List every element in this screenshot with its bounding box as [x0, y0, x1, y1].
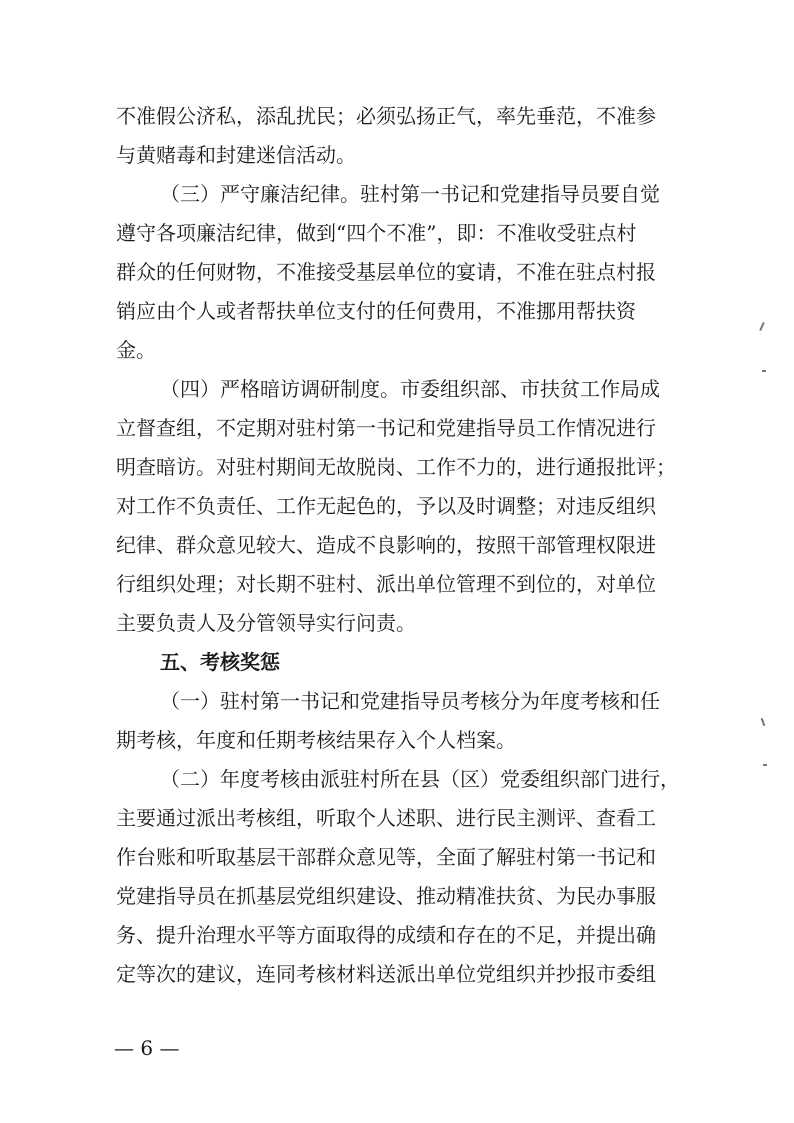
text-line: 主要通过派出考核组，听取个人述职、进行民主测评、查看工 — [116, 806, 656, 830]
text-line: 明查暗访。对驻村期间无故脱岗、工作不力的，进行通报批评； — [116, 455, 676, 479]
text-line: 期考核，年度和任期考核结果存入个人档案。 — [116, 728, 516, 752]
section-heading: 五、考核奖惩 — [160, 650, 280, 674]
scan-mark — [762, 370, 766, 372]
document-body — [116, 97, 696, 994]
scan-mark — [763, 764, 767, 766]
text-line: 务、提升治理水平等方面取得的成绩和存在的不足，并提出确 — [116, 923, 656, 947]
text-line: 主要负责人及分管领导实行问责。 — [116, 611, 416, 635]
text-line: 不准假公济私，添乱扰民；必须弘扬正气，率先垂范，不准参 — [116, 104, 656, 128]
text-line: 与黄赌毒和封建迷信活动。 — [116, 143, 356, 167]
page-number: — 6 — — [114, 1036, 180, 1060]
text-line: 定等次的建议，连同考核材料送派出单位党组织并抄报市委组 — [116, 962, 656, 986]
text-line: 金。 — [116, 338, 156, 362]
text-line: 纪律、群众意见较大、造成不良影响的，按照干部管理权限进 — [116, 533, 656, 557]
text-line: （四）严格暗访调研制度。市委组织部、市扶贫工作局成 — [160, 377, 660, 401]
text-line: 遵守各项廉洁纪律，做到“四个不准”，即：不准收受驻点村 — [116, 221, 637, 245]
text-line: （二）年度考核由派驻村所在县（区）党委组织部门进行， — [160, 767, 680, 791]
text-line: 群众的任何财物，不准接受基层单位的宴请，不准在驻点村报 — [116, 260, 656, 284]
text-line: 立督查组，不定期对驻村第一书记和党建指导员工作情况进行 — [116, 416, 656, 440]
text-line: （一）驻村第一书记和党建指导员考核分为年度考核和任 — [160, 689, 660, 713]
scan-mark — [759, 322, 765, 331]
text-line: 销应由个人或者帮扶单位支付的任何费用，不准挪用帮扶资 — [116, 299, 636, 323]
text-line: 党建指导员在抓基层党组织建设、推动精准扶贫、为民办事服 — [116, 884, 656, 908]
text-line: 作台账和听取基层干部群众意见等，全面了解驻村第一书记和 — [116, 845, 656, 869]
text-line: 对工作不负责任、工作无起色的，予以及时调整；对违反组织 — [116, 494, 656, 518]
scan-mark — [761, 718, 766, 726]
text-line: 行组织处理；对长期不驻村、派出单位管理不到位的，对单位 — [116, 572, 656, 596]
text-line: （三）严守廉洁纪律。驻村第一书记和党建指导员要自觉 — [160, 182, 660, 206]
